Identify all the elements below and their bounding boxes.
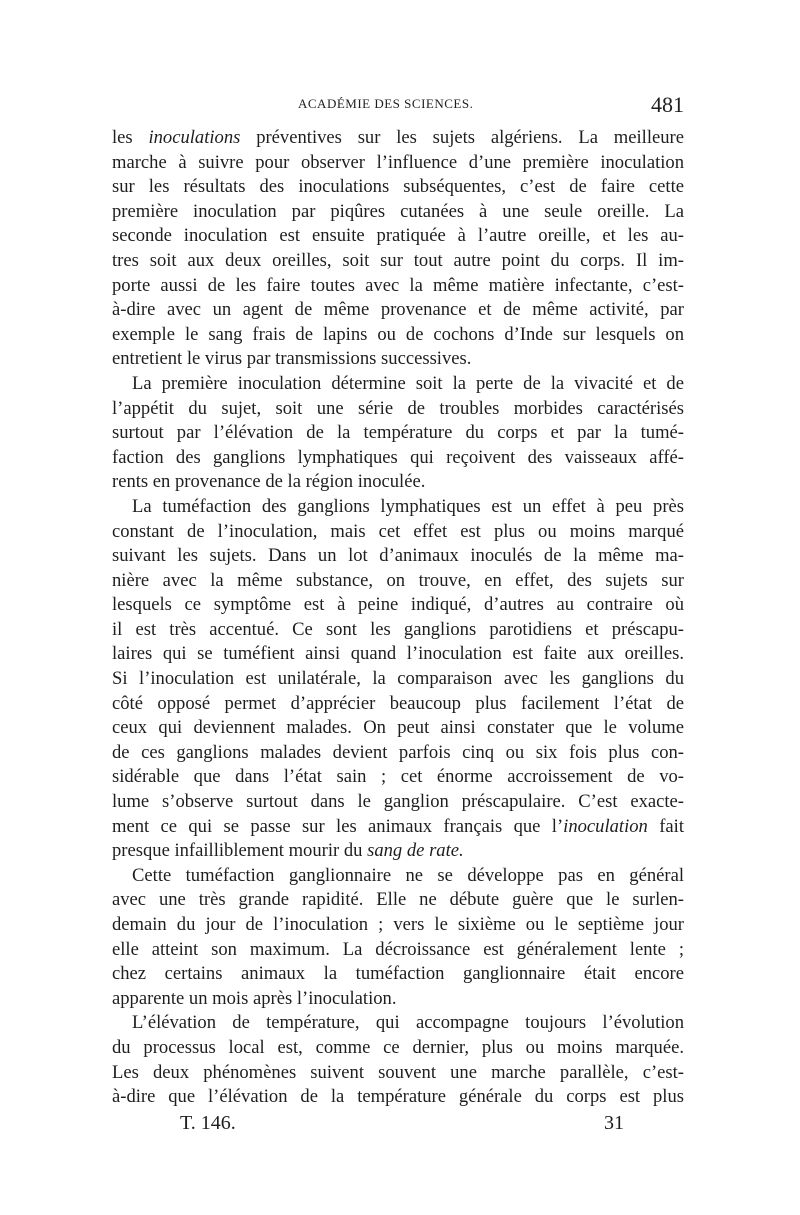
text-run: surtout par l’élévation de la température du corps et par la tumé- [112, 422, 684, 444]
volume-signature: T. 146. [180, 1111, 236, 1134]
text-line [112, 1085, 684, 1110]
text-line [112, 593, 684, 618]
text-run: avec une très grande rapidité. Elle ne débute guère que le surlen- [112, 889, 684, 911]
text-run: sur les résultats des inoculations subséquentes, c’est de faire cette [112, 176, 684, 198]
text-run: rents en provenance de la région inoculée. [112, 471, 426, 493]
paragraph [112, 126, 684, 372]
text-line [112, 692, 684, 717]
text-run: elle atteint son maximum. La décroissance est généralement lente ; [112, 938, 684, 960]
page-number: 481 [651, 92, 684, 117]
text-line [112, 495, 684, 520]
text-line [112, 765, 684, 790]
text-line [112, 716, 684, 741]
text-line [112, 544, 684, 569]
text-line [112, 175, 684, 200]
running-title: ACADÉMIE DES SCIENCES. [298, 96, 474, 111]
text-run: lume s’observe surtout dans le ganglion préscapulaire. C’est exacte- [112, 791, 684, 813]
text-run: presque infailliblement mourir du [112, 840, 368, 862]
text-run: les [112, 127, 149, 148]
text-run: il est très accentué. Ce sont les ganglions parotidiens et préscapu- [112, 618, 684, 640]
text-run: première inoculation par piqûres cutanées à une seule oreille. La [112, 200, 684, 222]
text-line [112, 839, 684, 864]
text-line [112, 200, 684, 225]
text-line [112, 1011, 684, 1036]
paragraph [112, 372, 684, 495]
text-line [112, 667, 684, 692]
text-run: La tuméfaction des ganglions lymphatiques est un effet à peu près [132, 495, 684, 517]
text-run: ment ce qui se passe sur les animaux français que l’ [112, 815, 564, 837]
text-line [112, 126, 684, 151]
text-run: Les deux phénomènes suivent souvent une marche parallèle, c’est- [112, 1061, 684, 1083]
text-run: marche à suivre pour observer l’influence d’une première inoculation [112, 151, 684, 173]
paragraph [112, 495, 684, 864]
text-run: sidérable que dans l’état sain ; cet énorme accroissement de vo- [112, 766, 684, 788]
text-line [112, 323, 684, 348]
text-line [112, 372, 684, 397]
text-run: lesquels ce symptôme est à peine indiqué, d’autres au contraire où [112, 594, 684, 616]
text-run: préventives sur les sujets algériens. La meilleure [240, 127, 684, 148]
text-run: à-dire que l’élévation de la température générale du corps est plus [112, 1086, 684, 1108]
text-line [112, 913, 684, 938]
text-line [112, 741, 684, 766]
text-line [112, 224, 684, 249]
text-run: tres soit aux deux oreilles, soit sur tout autre point du corps. Il im- [112, 249, 684, 271]
body-text [112, 126, 684, 1110]
text-line [112, 470, 684, 495]
printer-footer [112, 1112, 684, 1142]
text-run: faction des ganglions lymphatiques qui reçoivent des vaisseaux affé- [112, 446, 684, 468]
text-line [112, 987, 684, 1012]
text-run: laires qui se tuméfient ainsi quand l’inoculation est faite aux oreilles. [112, 643, 684, 665]
text-line [112, 1036, 684, 1061]
italic-term: inoculations [148, 127, 241, 148]
text-run: fait [647, 815, 684, 837]
paragraph [112, 1011, 684, 1109]
text-line [112, 446, 684, 471]
italic-term: sang de rate. [367, 840, 464, 862]
text-run: L’élévation de température, qui accompagne toujours l’évolution [132, 1012, 684, 1034]
text-line [112, 790, 684, 815]
text-line [112, 397, 684, 422]
text-line [112, 569, 684, 594]
text-run: à-dire avec un agent de même provenance et de même activité, par [112, 299, 684, 321]
text-line [112, 520, 684, 545]
text-run: exemple le sang frais de lapins ou de cochons d’Inde sur lesquels on [112, 323, 684, 345]
text-run: Si l’inoculation est unilatérale, la comparaison avec les ganglions du [112, 668, 684, 690]
text-run: ceux qui deviennent malades. On peut ainsi constater que le volume [112, 717, 684, 739]
paragraph [112, 864, 684, 1012]
text-run: entretient le virus par transmissions successives. [112, 348, 472, 370]
text-run: constant de l’inoculation, mais cet effet est plus ou moins marqué [112, 520, 684, 542]
text-run: La première inoculation détermine soit la perte de la vivacité et de [132, 372, 684, 394]
text-line [112, 938, 684, 963]
running-header [112, 92, 684, 126]
text-run: l’appétit du sujet, soit une série de troubles morbides caractérisés [112, 397, 684, 419]
text-run: porte aussi de les faire toutes avec la même matière infectante, c’est- [112, 274, 684, 296]
text-line [112, 151, 684, 176]
text-line [112, 864, 684, 889]
text-line [112, 421, 684, 446]
text-run: seconde inoculation est ensuite pratiquée à l’autre oreille, et les au- [112, 225, 684, 247]
sheet-number: 31 [604, 1111, 624, 1134]
text-run: apparente un mois après l’inoculation. [112, 987, 397, 1009]
text-line [112, 642, 684, 667]
text-line [112, 618, 684, 643]
text-line [112, 962, 684, 987]
text-run: du processus local est, comme ce dernier, plus ou moins marquée. [112, 1036, 684, 1058]
text-line [112, 249, 684, 274]
text-run: chez certains animaux la tuméfaction ganglionnaire était encore [112, 963, 684, 985]
text-run: de ces ganglions malades devient parfois cinq ou six fois plus con- [112, 741, 684, 763]
text-run: côté opposé permet d’apprécier beaucoup plus facilement l’état de [112, 692, 684, 714]
text-line [112, 1061, 684, 1086]
text-line [112, 347, 684, 372]
italic-term: inoculation [563, 815, 648, 837]
text-run: Cette tuméfaction ganglionnaire ne se développe pas en général [132, 864, 684, 886]
book-page [112, 92, 684, 1142]
text-line [112, 888, 684, 913]
text-line [112, 274, 684, 299]
text-run: nière avec la même substance, on trouve, en effet, des sujets sur [112, 569, 684, 591]
text-run: demain du jour de l’inoculation ; vers le sixième ou le septième jour [112, 914, 684, 935]
text-line [112, 815, 684, 840]
text-run: suivant les sujets. Dans un lot d’animaux inoculés de la même ma- [112, 545, 684, 567]
text-line [112, 298, 684, 323]
